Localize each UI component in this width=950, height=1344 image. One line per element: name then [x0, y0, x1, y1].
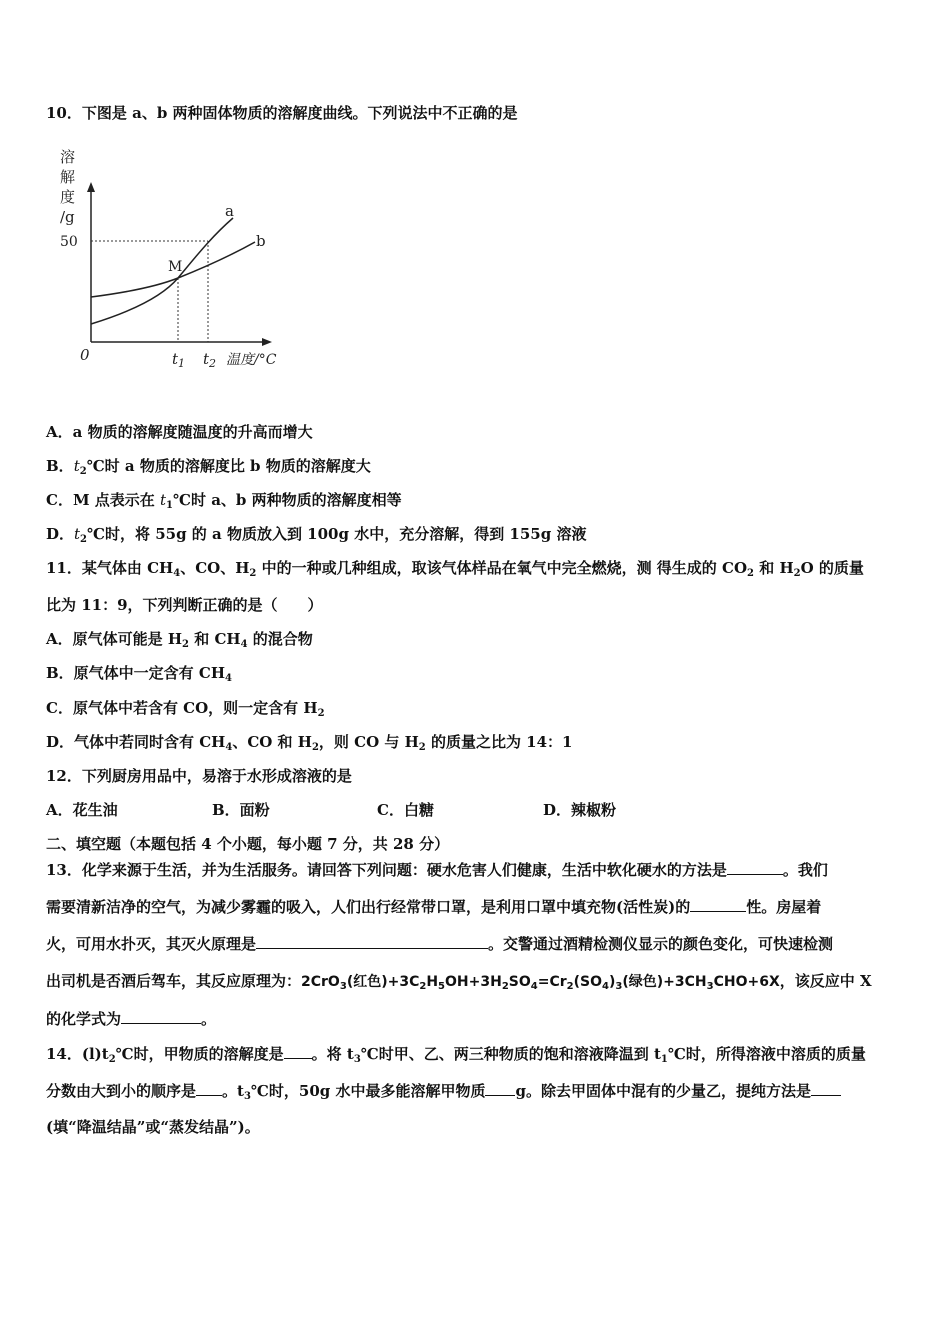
q12-options	[46, 800, 616, 820]
q11-stem-line-2: 比为 11：9，下列判断正确的是（ ）	[46, 596, 323, 614]
q11-stem-line-1: 11．某气体由 $CH_4$、CO、$H_2$ 中的一种或几种组成，取该气体样品在氧气中完全燃烧，测 得生成的 $CO_2$ 和 $H_2O$ 的质量	[46, 559, 864, 579]
q10-option-d: D．$t_2℃$时，将 55g 的 a 物质放入到 100g 水中，充分溶解，得到 155g 溶液	[46, 525, 587, 545]
point-m-label: M	[168, 259, 183, 275]
q10-stem: 10．下图是 a、b 两种固体物质的溶解度曲线。下列说法中不正确的是	[46, 104, 518, 122]
q13-blank-3[interactable]	[256, 934, 488, 949]
ylabel-char-4: /g	[60, 208, 75, 226]
q13-line-2: 需要清新洁净的空气，为减少雾霾的吸入，人们出行经常带口罩，是利用口罩中填充物(活性炭)的 性。房屋着	[46, 898, 822, 916]
ylabel-char-1: 溶	[60, 148, 76, 166]
q13-line-3: 火，可用水扑灭，其灭火原理是 。交警通过酒精检测仪显示的颜色变化，可快速检测	[46, 935, 834, 953]
q12-option-c: C．白糖	[377, 801, 434, 819]
x-axis-arrow	[262, 338, 272, 346]
q14-line-2: 分数由大到小的顺序是 。$t_3℃$时，50g 水中最多能溶解甲物质 g。除去甲固体中混有的少量乙，提纯方法是	[46, 1081, 841, 1101]
q13-blank-4[interactable]	[121, 1009, 201, 1024]
q10-option-c: C．M 点表示在 $t_1℃$时 a、b 两种物质的溶解度相等	[46, 491, 402, 511]
x-axis-label: 温度/°C	[226, 352, 277, 368]
t2-label: $t_2$	[203, 350, 217, 370]
q14-blank-4[interactable]	[811, 1081, 841, 1096]
q13-blank-1[interactable]	[727, 860, 783, 875]
q12-option-b: B．面粉	[212, 801, 270, 819]
q14-line-3: (填“降温结晶”或“蒸发结晶”)。	[46, 1118, 260, 1136]
q13-line-5: 的化学式为 。	[46, 1010, 217, 1028]
solubility-curve-figure	[50, 142, 310, 382]
ylabel-char-2: 解	[60, 168, 76, 186]
q11-option-d: D．气体中若同时含有 $CH_4$、CO 和 $H_2$，则 CO 与 $H_2$ 的质量之比为 14：1	[46, 733, 573, 753]
q11-option-a: A．原气体可能是 $H_2$ 和 $CH_4$ 的混合物	[46, 630, 313, 650]
q13-line-1: 13．化学来源于生活，并为生活服务。请回答下列问题：硬水危害人们健康，生活中软化硬水的方法是 。我们	[46, 861, 828, 879]
curve-a-label: a	[225, 202, 234, 220]
q10-option-a: A．a 物质的溶解度随温度的升高而增大	[46, 423, 313, 441]
q13-line-4: 出司机是否酒后驾车，其反应原理为：2CrO$_3$(红色)$+3C_2H_5OH+3H_2SO_4=Cr_2(SO_4)_3$(绿色)$+3CH_3CHO+6X$，该反应中 X	[46, 972, 872, 992]
ylabel-char-3: 度	[60, 188, 76, 206]
t1-label: $t_1$	[172, 350, 186, 370]
q12-option-a: A．花生油	[46, 801, 118, 819]
y-axis-arrow	[87, 182, 95, 192]
q14-blank-1[interactable]	[284, 1044, 312, 1059]
q12-option-d: D．辣椒粉	[543, 801, 617, 819]
q14-line-1: 14．$(l)t_2℃$时，甲物质的溶解度是 。将 $t_3℃$时甲、乙、两三种物质的饱和溶液降温到 $t_1℃$时，所得溶液中溶质的质量	[46, 1045, 866, 1065]
q12-stem: 12．下列厨房用品中，易溶于水形成溶液的是	[46, 767, 352, 785]
q10-option-b: B．$t_2℃$时 a 物质的溶解度比 b 物质的溶解度大	[46, 457, 371, 477]
q14-blank-2[interactable]	[196, 1081, 222, 1096]
origin-label: 0	[80, 346, 90, 364]
q13-blank-2[interactable]	[690, 897, 746, 912]
curve-b-label: b	[256, 232, 266, 250]
q11-option-b: B．原气体中一定含有 $CH_4$	[46, 664, 232, 684]
q14-blank-3[interactable]	[485, 1081, 515, 1096]
section-2-title: 二、填空题（本题包括 4 个小题，每小题 7 分，共 28 分）	[46, 835, 450, 853]
curve-a	[91, 218, 233, 324]
y-tick-50: 50	[60, 234, 78, 250]
q11-option-c: C．原气体中若含有 CO，则一定含有 $H_2$	[46, 699, 325, 719]
q13-equation: 2CrO$_3$(红色)$+3C_2H_5OH+3H_2SO_4=Cr_2(SO_4)_3$(绿色)$+3CH_3CHO+6X$	[301, 974, 780, 992]
